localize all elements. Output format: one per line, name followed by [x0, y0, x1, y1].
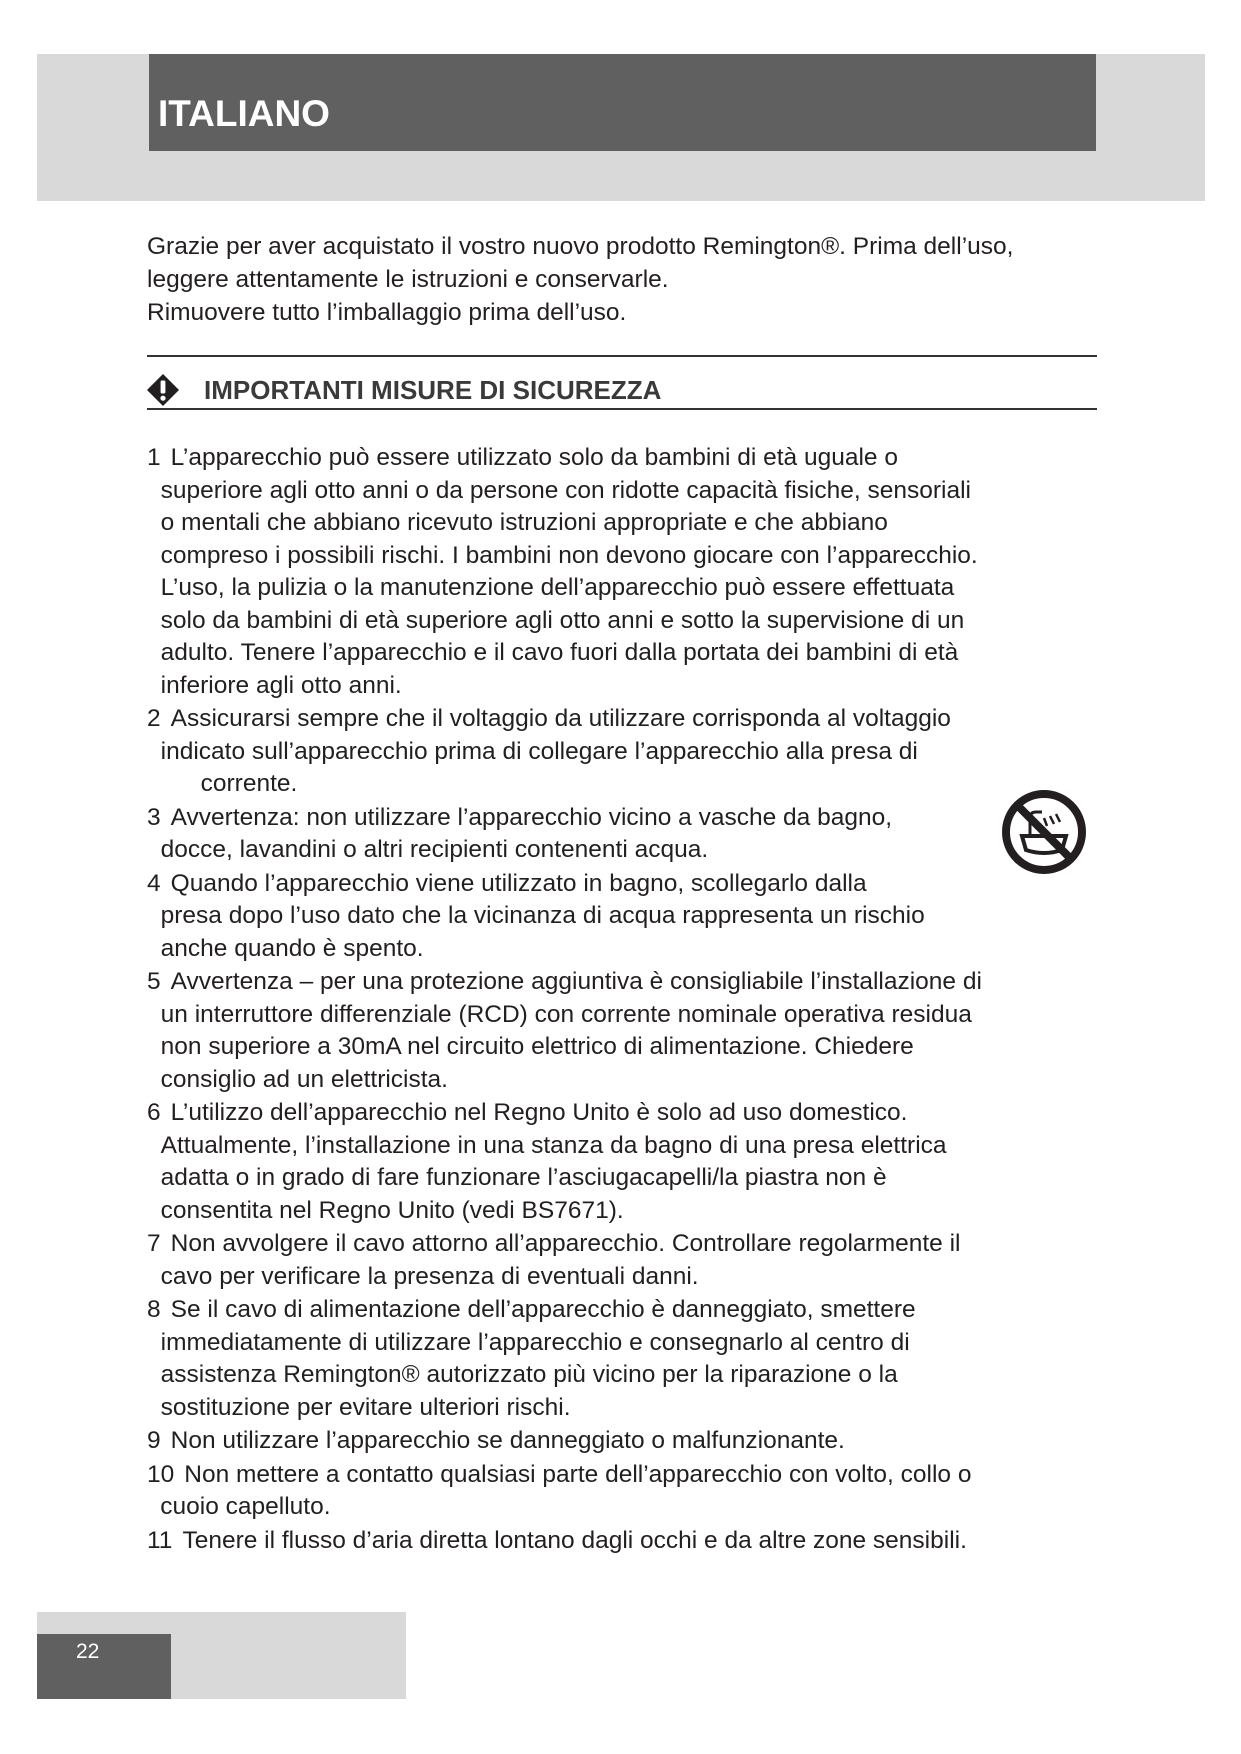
item-line: cavo per verificare la presenza di eventuali danni. [160, 1262, 699, 1290]
item-number: 10 [147, 1460, 175, 1488]
item-number: 8 [147, 1296, 161, 1323]
item-line: assistenza Remington® autorizzato più vicino per la riparazione o la [160, 1361, 898, 1388]
page-number-box [37, 1634, 171, 1699]
list-item [147, 1294, 1047, 1424]
intro-line: Grazie per aver acquistato il vostro nuovo prodotto Remington®. Prima dell’uso, [147, 233, 1014, 260]
item-text [171, 1425, 1047, 1458]
list-item [147, 966, 1047, 1096]
item-text [160, 1294, 1047, 1424]
item-number: 11 [147, 1526, 173, 1554]
item-line: docce, lavandini o altri recipienti contenenti acqua. [160, 836, 709, 863]
list-item [147, 1097, 1047, 1227]
item-line: compreso i possibili rischi. I bambini non devono giocare con l’apparecchio. [160, 541, 978, 569]
item-line: presa dopo l’uso dato che la vicinanza di acqua rappresenta un rischio [160, 902, 925, 929]
intro-line: leggere attentamente le istruzioni e conservarle. [147, 266, 669, 293]
item-line: consiglio ad un elettricista. [160, 1065, 448, 1093]
item-number: 2 [147, 705, 161, 732]
item-text [182, 1525, 1047, 1558]
item-text [160, 802, 1047, 867]
item-line: adatta o in grado di fare funzionare l’asciugacapelli/la piastra non è [160, 1164, 887, 1191]
list-item [147, 1525, 1047, 1558]
item-line: non superiore a 30mA nel circuito elettrico di alimentazione. Chiedere [160, 1033, 914, 1060]
list-item [147, 868, 1047, 966]
item-text [160, 966, 1047, 1096]
item-line: Attualmente, l’installazione in una stanza da bagno di una presa elettrica [160, 1131, 947, 1159]
item-line: sostituzione per evitare ulteriori rischi. [160, 1393, 571, 1421]
intro-text [147, 230, 1107, 329]
page-number: 22 [76, 1640, 100, 1663]
item-number: 6 [147, 1099, 161, 1126]
section-heading [146, 370, 661, 410]
item-number: 4 [147, 869, 161, 897]
warning-icon [146, 373, 180, 407]
item-line: Assicurarsi sempre che il voltaggio da utilizzare corrisponda al voltaggio [170, 705, 951, 732]
item-line: L’utilizzo dell’apparecchio nel Regno Unito è solo ad uso domestico. [170, 1099, 908, 1126]
item-line: Avvertenza: non utilizzare l’apparecchio vicino a vasche da bagno, [170, 803, 893, 831]
safety-list [147, 442, 1047, 1558]
item-text [160, 442, 1047, 702]
item-line: un interruttore differenziale (RCD) con corrente nominale operativa residua [160, 1000, 972, 1028]
list-item [147, 1459, 1047, 1524]
item-line: Non mettere a contatto qualsiasi parte dell’apparecchio con volto, collo o [184, 1460, 972, 1488]
item-line: Non utilizzare l’apparecchio se danneggiato o malfunzionante. [170, 1427, 845, 1454]
item-text [160, 1228, 1047, 1293]
item-line: Avvertenza – per una protezione aggiuntiva è consigliabile l’installazione di [170, 968, 982, 995]
item-text [160, 868, 1047, 966]
list-item [147, 703, 1047, 801]
item-number: 3 [147, 803, 161, 831]
list-item [147, 802, 1047, 867]
divider-bottom [147, 408, 1097, 410]
item-line: o mentali che abbiano ricevuto istruzioni appropriate e che abbiano [160, 509, 888, 536]
item-line: consentita nel Regno Unito (vedi BS7671). [160, 1196, 624, 1224]
page-title: ITALIANO [158, 93, 330, 134]
item-line: corrente. [200, 770, 298, 797]
item-line: superiore agli otto anni o da persone con ridotte capacità fisiche, sensoriali [160, 476, 971, 504]
item-line: L’apparecchio può essere utilizzato solo da bambini di età uguale o [170, 444, 898, 471]
item-line: Se il cavo di alimentazione dell’apparecchio è danneggiato, smettere [170, 1296, 916, 1323]
item-text [160, 703, 1047, 801]
item-number: 9 [147, 1427, 161, 1454]
item-line: solo da bambini di età superiore agli otto anni e sotto la supervisione di un [160, 606, 965, 634]
divider-top [147, 355, 1097, 357]
list-item [147, 442, 1047, 702]
item-line: immediatamente di utilizzare l’apparecchio e consegnarlo al centro di [160, 1328, 910, 1356]
item-number: 7 [147, 1230, 161, 1257]
item-line: indicato sull’apparecchio prima di collegare l’apparecchio alla presa di [160, 737, 918, 765]
item-line: adulto. Tenere l’apparecchio e il cavo fuori dalla portata dei bambini di età [160, 639, 959, 666]
item-number: 1 [147, 444, 161, 471]
list-item [147, 1425, 1047, 1458]
item-text [160, 1097, 1047, 1227]
item-line: cuoio capelluto. [160, 1493, 331, 1520]
item-line: L’uso, la pulizia o la manutenzione dell’apparecchio può essere effettuata [160, 574, 955, 601]
list-item [147, 1228, 1047, 1293]
no-bath-icon [1000, 788, 1088, 876]
item-number: 5 [147, 968, 161, 995]
intro-line: Rimuovere tutto l’imballaggio prima dell’uso. [147, 299, 627, 326]
item-line: inferiore agli otto anni. [160, 671, 402, 699]
item-line: Tenere il flusso d’aria diretta lontano dagli occhi e da altre zone sensibili. [182, 1526, 967, 1554]
item-line: Quando l’apparecchio viene utilizzato in bagno, scollegarlo dalla [170, 869, 867, 897]
item-line: anche quando è spento. [160, 934, 424, 962]
item-line: Non avvolgere il cavo attorno all’apparecchio. Controllare regolarmente il [170, 1230, 961, 1257]
section-title: IMPORTANTI MISURE DI SICUREZZA [204, 374, 662, 405]
